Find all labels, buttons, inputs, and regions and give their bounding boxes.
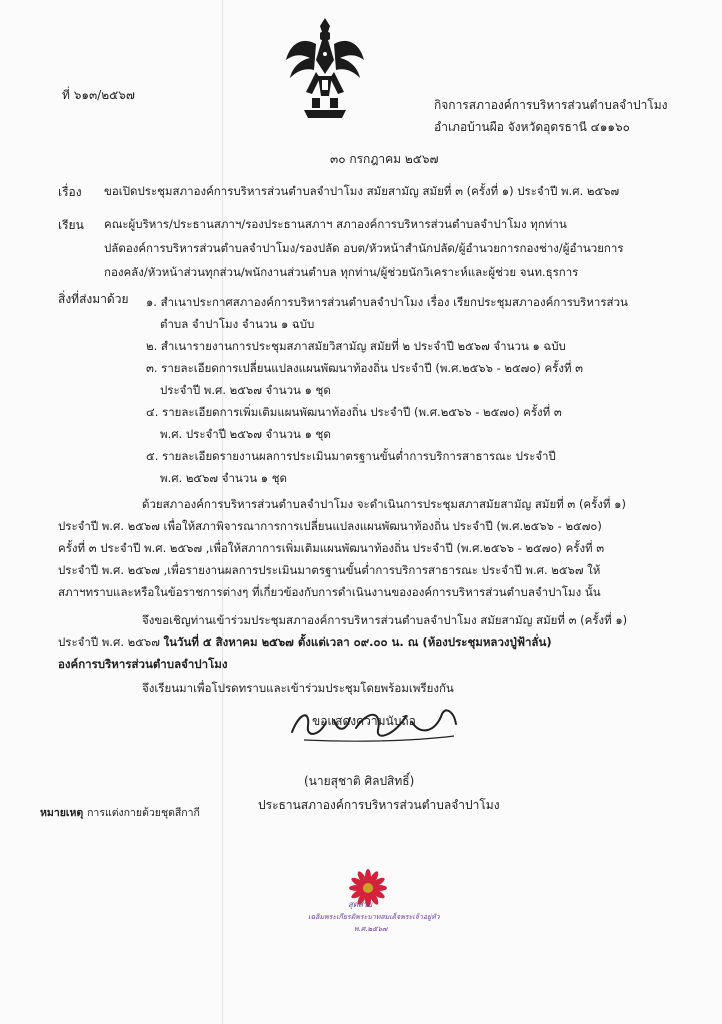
celebration-logo <box>308 868 440 942</box>
invitation-line <box>58 634 552 652</box>
body-paragraph-line: ครั้งที่ ๓ ประจำปี พ.ศ. ๒๕๖๗ ,เพื่อให้สภาการเพิ่มเติมแผนพัฒนาท้องถิ่น ประจำปี (พ.ศ.๒๕๖๖ - ๒๕๗๐) ครั้งที่ ๓ <box>58 541 605 555</box>
invitation-line: จึงขอเชิญท่านเข้าร่วมประชุมสภาองค์การบริหารส่วนตำบลจำปาโมง สมัยสามัญ สมัยที่ ๓ (ครั้งที่ ๑) <box>142 613 628 627</box>
enclosure-line: ๒. สำเนารายงานการประชุมสภาสมัยวิสามัญ สมัยที่ ๒ ประจำปี ๒๕๖๗ จำนวน ๑ ฉบับ <box>146 339 566 353</box>
enclosure-line: ๓. รายละเอียดการเปลี่ยนแปลงแผนพัฒนาท้องถิ่น ประจำปี (พ.ศ.๒๕๖๖ - ๒๕๗๐) ครั้งที่ ๓ <box>146 361 584 375</box>
note-label: หมายเหตุ <box>40 807 84 819</box>
organization-name: องค์การบริหารส่วนตำบลจำปาโมง <box>58 657 228 671</box>
signer-name: (นายสุชาติ ศิลปสิทธิ์) <box>304 774 415 788</box>
body-paragraph-line: ประจำปี พ.ศ. ๒๕๖๗ ,เพื่อรายงานผลการประเมินมาตรฐานขั้นต่ำการบริการสาธารณะ ประจำปี พ.ศ. ๒๕๖๗ ให้ <box>58 563 601 577</box>
note <box>40 804 200 821</box>
recipient-label: เรียน <box>58 218 84 232</box>
document-date: ๓๐ กรกฎาคม ๒๕๖๗ <box>330 152 439 166</box>
enclosure-line: ตำบล จำปาโมง จำนวน ๑ ฉบับ <box>160 317 315 331</box>
regards-text: ขอแสดงความนับถือ <box>312 714 416 728</box>
reference-number: ที่ ๖๑๓/๒๕๖๗ <box>62 88 135 102</box>
subject-label: เรื่อง <box>58 185 82 199</box>
subject-text: ขอเปิดประชุมสภาองค์การบริหารส่วนตำบลจำปาโมง สมัยสามัญ สมัยที่ ๓ (ครั้งที่ ๑) ประจำปี พ.ศ. ๒๕๖๗ <box>104 184 620 198</box>
closing-request: จึงเรียนมาเพื่อโปรดทราบและเข้าร่วมประชุมโดยพร้อมเพรียงกัน <box>142 681 454 695</box>
note-text: การแต่งกายด้วยชุดสีกากี <box>87 807 200 819</box>
meeting-datetime-place: ในวันที่ ๕ สิงหาคม ๒๕๖๗ ตั้งแต่เวลา ๐๙.๐๐ น. ณ (ห้องประชุมหลวงปู่ฟ้าลั่น) <box>163 635 552 649</box>
handwritten-signature <box>286 702 462 746</box>
invitation-year: ประจำปี พ.ศ. ๒๕๖๗ <box>58 635 164 649</box>
enclosure-line: ๕. รายละเอียดรายงานผลการประเมินมาตรฐานขั้นต่ำการบริการสาธารณะ ประจำปี <box>146 449 556 463</box>
enclosure-line: ๑. สำเนาประกาศสภาองค์การบริหารส่วนตำบลจำปาโมง เรื่อง เรียกประชุมสภาองค์การบริหารส่วน <box>146 295 628 309</box>
enclosures-label: สิ่งที่ส่งมาด้วย <box>58 292 129 306</box>
logo-year: พ.ศ.๒๕๖๗ <box>354 925 388 933</box>
recipient-line: คณะผู้บริหาร/ประธานสภาฯ/รองประธานสภาฯ สภาองค์การบริหารส่วนตำบลจำปาโมง ทุกท่าน <box>104 217 567 231</box>
sender-address-line2: อำเภอบ้านผือ จังหวัดอุดรธานี ๔๑๑๖๐ <box>434 120 630 134</box>
body-paragraph-line: สภาฯทราบและหรือในข้อราชการต่างๆ ที่เกี่ยวข้องกับการดำเนินงานขององค์การบริหารส่วนตำบลจำปาโมง นั้น <box>58 585 601 599</box>
logo-caption: เฉลิมพระเกียรติพระบาทสมเด็จพระเจ้าอยู่หัว <box>308 913 440 921</box>
body-paragraph-line: ด้วยสภาองค์การบริหารส่วนตำบลจำปาโมง จะดำเนินการประชุมสภาสมัยสามัญ สมัยที่ ๓ (ครั้งที่ ๑) <box>142 497 626 511</box>
recipient-line: ปลัดองค์การบริหารส่วนตำบลจำปาโมง/รองปลัด อบต/หัวหน้าสำนักปลัด/ผู้อำนวยการกองช่าง/ผู้อำนวยการ <box>104 241 624 255</box>
enclosure-line: ประจำปี พ.ศ. ๒๕๖๗ จำนวน ๑ ชุด <box>160 383 331 397</box>
logo-title: สุดสวย <box>348 900 373 909</box>
sender-address-line1: กิจการสภาองค์การบริหารส่วนตำบลจำปาโมง <box>434 98 668 112</box>
signer-position: ประธานสภาองค์การบริหารส่วนตำบลจำปาโมง <box>258 798 500 812</box>
enclosure-line: ๔. รายละเอียดการเพิ่มเติมแผนพัฒนาท้องถิ่น ประจำปี (พ.ศ.๒๕๖๖ - ๒๕๗๐) ครั้งที่ ๓ <box>146 405 562 419</box>
enclosure-line: พ.ศ. ๒๕๖๗ จำนวน ๑ ชุด <box>160 471 287 485</box>
body-paragraph-line: ประจำปี พ.ศ. ๒๕๖๗ เพื่อให้สภาพิจารณาการการเปลี่ยนแปลงแผนพัฒนาท้องถิ่น ประจำปี (พ.ศ.๒๕๖๖ - ๒๕๗๐) <box>58 519 602 533</box>
garuda-emblem-icon <box>282 14 368 124</box>
recipient-line: กองคลัง/หัวหน้าส่วนทุกส่วน/พนักงานส่วนตำบล ทุกท่าน/ผู้ช่วยนักวิเคราะห์และผู้ช่วย จนท.ธุรการ <box>104 265 579 279</box>
enclosure-line: พ.ศ. ประจำปี ๒๕๖๗ จำนวน ๑ ชุด <box>160 427 331 441</box>
